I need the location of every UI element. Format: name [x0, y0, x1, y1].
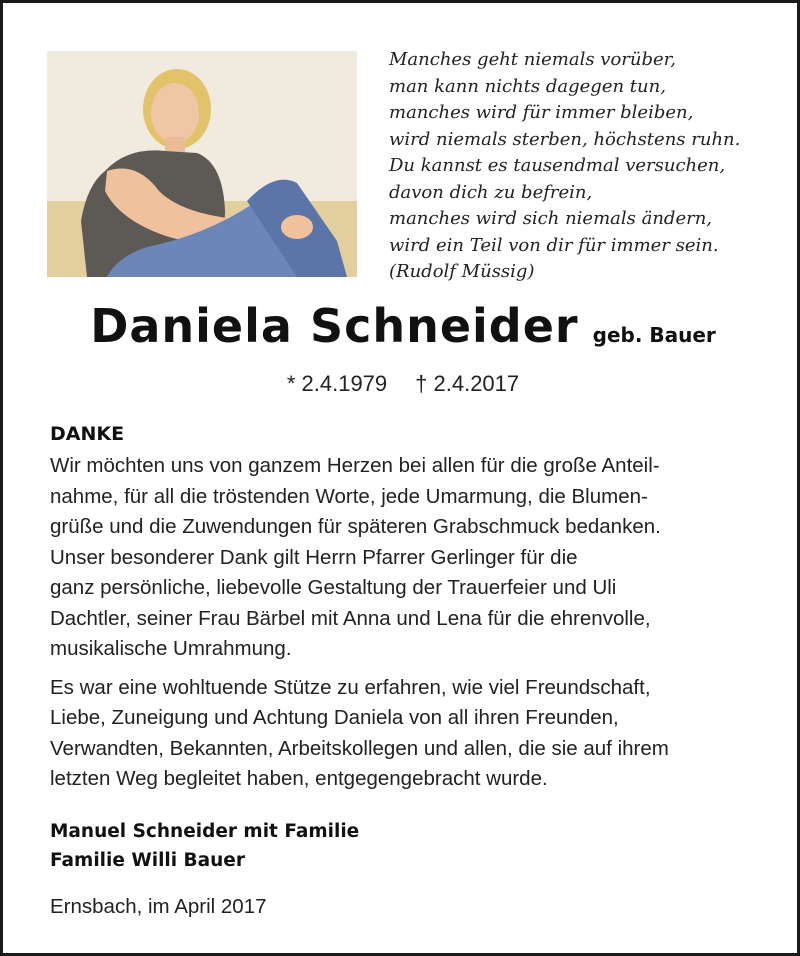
thanks-section: [50, 423, 770, 919]
thanks-paragraph-1: [50, 451, 770, 665]
poem-line: manches wird für immer bleiben,: [389, 102, 694, 123]
text-line: Wir möchten uns von ganzem Herzen bei allen für die große Anteil-: [50, 454, 660, 477]
text-line: grüße und die Zuwendungen für späteren Grabschmuck bedanken.: [50, 515, 661, 538]
deceased-name: Daniela Schneider: [90, 299, 579, 353]
death-date: † 2.4.2017: [415, 371, 520, 396]
text-line: Unser besonderer Dank gilt Herrn Pfarrer Gerlinger für die: [50, 545, 578, 569]
signatures: [50, 817, 770, 875]
text-line: musikalische Umrahmung.: [50, 637, 292, 660]
text-line: ganz persönliche, liebevolle Gestaltung der Trauerfeier und Uli: [50, 576, 617, 599]
poem-line: wird ein Teil von dir für immer sein.: [389, 234, 719, 256]
signature-line: Manuel Schneider mit Familie: [50, 820, 360, 842]
poem-line: wird niemals sterben, höchstens ruhn.: [389, 128, 741, 150]
poem: [389, 47, 779, 286]
text-line: Es war eine wohltuende Stütze zu erfahren, wie viel Freundschaft,: [50, 675, 651, 699]
thanks-heading: DANKE: [50, 423, 125, 445]
deceased-name-line: [3, 299, 800, 353]
life-dates: [3, 371, 800, 397]
poem-line: man kann nichts dagegen tun,: [389, 75, 666, 97]
portrait-photo: [47, 51, 357, 277]
place-date: Ernsbach, im April 2017: [50, 894, 267, 918]
poem-line: davon dich zu befrein,: [389, 181, 593, 203]
poem-author: (Rudolf Müssig): [389, 261, 535, 282]
poem-line: manches wird sich niemals ändern,: [389, 208, 713, 229]
poem-line: Du kannst es tausendmal versuchen,: [389, 155, 726, 176]
text-line: Dachtler, seiner Frau Bärbel mit Anna und Lena für die ehrenvolle,: [50, 606, 651, 630]
portrait-illustration: [47, 51, 357, 277]
text-line: letzten Weg begleitet haben, entgegengebracht wurde.: [50, 767, 548, 790]
text-line: nahme, für all die tröstenden Worte, jede Umarmung, die Blumen-: [50, 484, 648, 508]
maiden-name: geb. Bauer: [592, 323, 716, 347]
text-line: Verwandten, Bekannten, Arbeitskollegen und allen, die sie auf ihrem: [50, 736, 669, 760]
thanks-paragraph-2: [50, 673, 770, 795]
text-line: Liebe, Zuneigung und Achtung Daniela von all ihren Freunden,: [50, 706, 619, 729]
birth-date: * 2.4.1979: [286, 371, 388, 396]
poem-line: Manches geht niemals vorüber,: [389, 49, 677, 70]
signature-line: Familie Willi Bauer: [50, 849, 245, 871]
